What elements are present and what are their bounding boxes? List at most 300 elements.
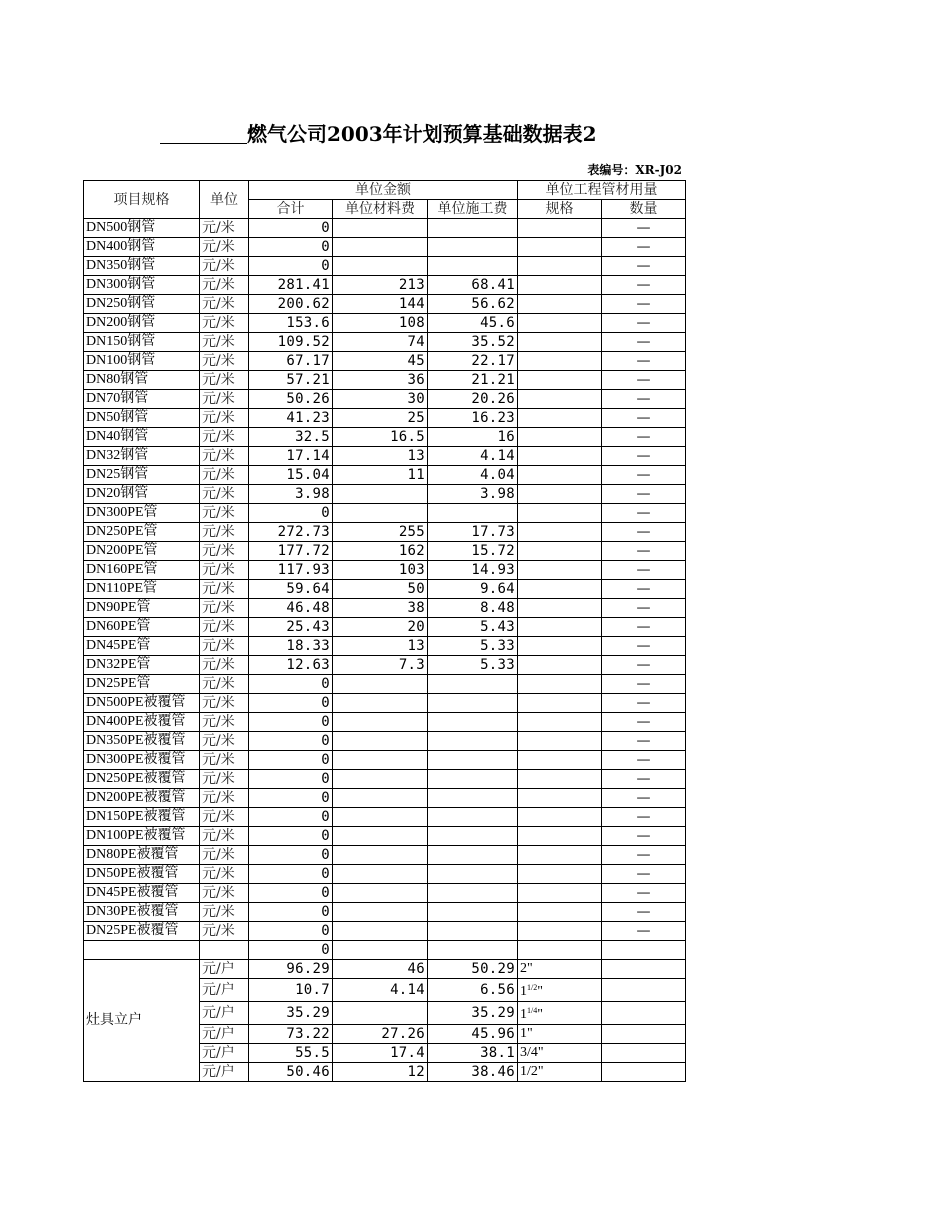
material-cell: 27.26 (333, 1025, 428, 1044)
item-name-cell: DN70钢管 (84, 390, 200, 409)
spec-main: 2" (520, 961, 533, 976)
table-row (84, 827, 686, 846)
unit-cell (200, 941, 249, 960)
item-name-cell: DN350钢管 (84, 257, 200, 276)
item-name-cell: DN200PE管 (84, 542, 200, 561)
material-cell: 12 (333, 1063, 428, 1082)
spec-main: 1 (520, 1007, 527, 1022)
total-cell: 0 (249, 751, 333, 770)
unit-cell: 元/户 (200, 960, 249, 979)
construction-cell (428, 504, 518, 523)
qty-cell: — (602, 808, 686, 827)
table-row (84, 637, 686, 656)
table-row (84, 314, 686, 333)
table-row (84, 694, 686, 713)
unit-cell: 元/米 (200, 656, 249, 675)
spec-cell (518, 295, 602, 314)
spec-cell (518, 447, 602, 466)
item-name-cell: DN160PE管 (84, 561, 200, 580)
spec-main: 1" (520, 1026, 533, 1041)
qty-cell: — (602, 846, 686, 865)
qty-cell (602, 941, 686, 960)
qty-cell: — (602, 865, 686, 884)
unit-cell: 元/米 (200, 352, 249, 371)
total-cell: 0 (249, 827, 333, 846)
material-cell: 25 (333, 409, 428, 428)
material-cell: 46 (333, 960, 428, 979)
table-row (84, 865, 686, 884)
table-row (84, 922, 686, 941)
item-name-cell: DN200PE被覆管 (84, 789, 200, 808)
total-cell: 0 (249, 884, 333, 903)
construction-cell: 45.96 (428, 1025, 518, 1044)
budget-table (83, 180, 686, 1082)
qty-cell: — (602, 884, 686, 903)
total-cell: 46.48 (249, 599, 333, 618)
spec-cell (518, 846, 602, 865)
qty-cell: — (602, 580, 686, 599)
total-cell: 109.52 (249, 333, 333, 352)
table-row (84, 257, 686, 276)
material-cell: 255 (333, 523, 428, 542)
table-row (84, 523, 686, 542)
spec-cell (518, 599, 602, 618)
qty-cell: — (602, 504, 686, 523)
material-cell: 162 (333, 542, 428, 561)
spec-cell (518, 352, 602, 371)
unit-cell: 元/米 (200, 523, 249, 542)
unit-cell: 元/米 (200, 808, 249, 827)
item-name-cell: DN30PE被覆管 (84, 903, 200, 922)
spec-cell (518, 770, 602, 789)
unit-cell: 元/米 (200, 409, 249, 428)
unit-cell: 元/米 (200, 542, 249, 561)
construction-cell (428, 922, 518, 941)
construction-cell (428, 903, 518, 922)
qty-cell: — (602, 447, 686, 466)
material-cell (333, 713, 428, 732)
unit-cell: 元/米 (200, 903, 249, 922)
total-cell: 0 (249, 903, 333, 922)
spec-cell (518, 1025, 602, 1044)
spec-cell (518, 960, 602, 979)
table-code: 表编号：XR-J02 (587, 163, 682, 177)
total-cell: 0 (249, 732, 333, 751)
title-text: 燃气公司2003年计划预算基础数据表2 (247, 122, 597, 146)
material-cell: 213 (333, 276, 428, 295)
material-cell (333, 219, 428, 238)
total-cell: 0 (249, 219, 333, 238)
total-cell: 0 (249, 865, 333, 884)
table-row (84, 713, 686, 732)
table-row (84, 941, 686, 960)
spec-cell (518, 1002, 602, 1025)
total-cell: 73.22 (249, 1025, 333, 1044)
qty-cell: — (602, 409, 686, 428)
spec-fraction: 1/4 (527, 1006, 538, 1015)
construction-cell (428, 219, 518, 238)
table-row (84, 485, 686, 504)
spec-cell (518, 371, 602, 390)
construction-cell (428, 257, 518, 276)
material-cell (333, 808, 428, 827)
item-name-cell: DN45PE管 (84, 637, 200, 656)
construction-cell (428, 941, 518, 960)
table-row (84, 580, 686, 599)
qty-cell: — (602, 219, 686, 238)
construction-cell: 4.04 (428, 466, 518, 485)
total-cell: 0 (249, 846, 333, 865)
material-cell: 30 (333, 390, 428, 409)
table-row (84, 846, 686, 865)
qty-cell: — (602, 637, 686, 656)
qty-cell: — (602, 922, 686, 941)
material-cell (333, 941, 428, 960)
material-cell (333, 846, 428, 865)
item-name-cell: DN300PE管 (84, 504, 200, 523)
table-row (84, 219, 686, 238)
material-cell: 17.4 (333, 1044, 428, 1063)
total-cell: 0 (249, 694, 333, 713)
unit-cell: 元/米 (200, 257, 249, 276)
spec-cell (518, 428, 602, 447)
qty-cell: — (602, 314, 686, 333)
item-name-cell: DN300PE被覆管 (84, 751, 200, 770)
unit-cell: 元/米 (200, 447, 249, 466)
spec-cell (518, 561, 602, 580)
spec-cell (518, 694, 602, 713)
table-row (84, 789, 686, 808)
spec-cell (518, 466, 602, 485)
table-row (84, 618, 686, 637)
spec-cell (518, 713, 602, 732)
header-unit: 单位 (200, 181, 249, 219)
item-name-cell: DN200钢管 (84, 314, 200, 333)
item-name-cell: DN90PE管 (84, 599, 200, 618)
qty-cell (602, 1063, 686, 1082)
spec-cell (518, 884, 602, 903)
table-row (84, 542, 686, 561)
item-name-cell: DN150钢管 (84, 333, 200, 352)
item-name-cell: DN250PE管 (84, 523, 200, 542)
material-cell: 103 (333, 561, 428, 580)
total-cell: 35.29 (249, 1002, 333, 1025)
item-name-cell: DN25钢管 (84, 466, 200, 485)
total-cell: 153.6 (249, 314, 333, 333)
header-item: 项目规格 (84, 181, 200, 219)
item-name-cell: DN80钢管 (84, 371, 200, 390)
construction-cell (428, 884, 518, 903)
unit-cell: 元/米 (200, 846, 249, 865)
material-cell (333, 770, 428, 789)
material-cell: 13 (333, 637, 428, 656)
title-blank-line (160, 123, 247, 144)
total-cell: 3.98 (249, 485, 333, 504)
unit-cell: 元/米 (200, 333, 249, 352)
spec-cell (518, 257, 602, 276)
item-name-cell: DN32钢管 (84, 447, 200, 466)
table-row (84, 390, 686, 409)
qty-cell (602, 1044, 686, 1063)
construction-cell: 16.23 (428, 409, 518, 428)
spec-cell (518, 808, 602, 827)
table-row (84, 333, 686, 352)
construction-cell (428, 238, 518, 257)
table-row (84, 732, 686, 751)
unit-cell: 元/户 (200, 1063, 249, 1082)
total-cell: 25.43 (249, 618, 333, 637)
item-name-cell: DN350PE被覆管 (84, 732, 200, 751)
material-cell: 4.14 (333, 979, 428, 1002)
construction-cell: 21.21 (428, 371, 518, 390)
unit-cell: 元/米 (200, 884, 249, 903)
unit-cell: 元/户 (200, 1025, 249, 1044)
unit-cell: 元/米 (200, 599, 249, 618)
total-cell: 0 (249, 808, 333, 827)
qty-cell (602, 1002, 686, 1025)
item-name-cell: DN250钢管 (84, 295, 200, 314)
table-row (84, 808, 686, 827)
qty-cell: — (602, 599, 686, 618)
table-row (84, 770, 686, 789)
qty-cell: — (602, 751, 686, 770)
total-cell: 55.5 (249, 1044, 333, 1063)
table-row (84, 466, 686, 485)
construction-cell (428, 846, 518, 865)
construction-cell: 6.56 (428, 979, 518, 1002)
qty-cell (602, 960, 686, 979)
total-cell: 41.23 (249, 409, 333, 428)
spec-cell (518, 276, 602, 295)
qty-cell: — (602, 485, 686, 504)
total-cell: 50.26 (249, 390, 333, 409)
unit-cell: 元/米 (200, 504, 249, 523)
qty-cell (602, 979, 686, 1002)
qty-cell: — (602, 257, 686, 276)
construction-cell: 3.98 (428, 485, 518, 504)
material-cell (333, 751, 428, 770)
material-cell: 36 (333, 371, 428, 390)
spec-cell (518, 789, 602, 808)
spec-inch-mark: " (537, 984, 543, 999)
qty-cell: — (602, 371, 686, 390)
construction-cell: 50.29 (428, 960, 518, 979)
total-cell: 0 (249, 675, 333, 694)
item-name-cell: DN100钢管 (84, 352, 200, 371)
spec-cell (518, 580, 602, 599)
spec-cell (518, 1063, 602, 1082)
stove-group-cell: 灶具立户 (84, 960, 200, 1082)
material-cell: 11 (333, 466, 428, 485)
construction-cell (428, 770, 518, 789)
qty-cell: — (602, 276, 686, 295)
unit-cell: 元/米 (200, 485, 249, 504)
unit-cell: 元/米 (200, 580, 249, 599)
item-name-cell: DN60PE管 (84, 618, 200, 637)
unit-cell: 元/米 (200, 390, 249, 409)
table-row (84, 561, 686, 580)
construction-cell (428, 675, 518, 694)
total-cell: 96.29 (249, 960, 333, 979)
total-cell: 50.46 (249, 1063, 333, 1082)
table-row (84, 884, 686, 903)
header-total: 合计 (249, 200, 333, 219)
construction-cell: 16 (428, 428, 518, 447)
total-cell: 272.73 (249, 523, 333, 542)
total-cell: 32.5 (249, 428, 333, 447)
construction-cell: 38.1 (428, 1044, 518, 1063)
spec-main: 1/2" (520, 1064, 544, 1079)
construction-cell: 4.14 (428, 447, 518, 466)
qty-cell: — (602, 618, 686, 637)
construction-cell (428, 827, 518, 846)
spec-cell (518, 504, 602, 523)
construction-cell (428, 865, 518, 884)
item-name-cell: DN250PE被覆管 (84, 770, 200, 789)
total-cell: 10.7 (249, 979, 333, 1002)
unit-cell: 元/户 (200, 979, 249, 1002)
table-row (84, 352, 686, 371)
item-name-cell: DN400钢管 (84, 238, 200, 257)
table-row (84, 599, 686, 618)
total-cell: 0 (249, 770, 333, 789)
total-cell: 0 (249, 238, 333, 257)
unit-cell: 元/米 (200, 314, 249, 333)
construction-cell: 8.48 (428, 599, 518, 618)
material-cell: 108 (333, 314, 428, 333)
item-name-cell: DN150PE被覆管 (84, 808, 200, 827)
qty-cell: — (602, 238, 686, 257)
material-cell (333, 732, 428, 751)
spec-cell (518, 675, 602, 694)
table-row (84, 903, 686, 922)
spec-cell (518, 903, 602, 922)
spec-cell (518, 314, 602, 333)
total-cell: 15.04 (249, 466, 333, 485)
qty-cell: — (602, 827, 686, 846)
material-cell (333, 675, 428, 694)
item-name-cell: DN40钢管 (84, 428, 200, 447)
spec-cell (518, 979, 602, 1002)
spec-cell (518, 523, 602, 542)
total-cell: 0 (249, 789, 333, 808)
material-cell (333, 865, 428, 884)
item-name-cell: DN50钢管 (84, 409, 200, 428)
table-row (84, 675, 686, 694)
header-pipe-group: 单位工程管材用量 (518, 181, 686, 200)
material-cell: 38 (333, 599, 428, 618)
material-cell (333, 238, 428, 257)
spec-cell (518, 485, 602, 504)
material-cell: 20 (333, 618, 428, 637)
table-row (84, 428, 686, 447)
construction-cell (428, 732, 518, 751)
qty-cell: — (602, 466, 686, 485)
item-name-cell (84, 941, 200, 960)
unit-cell: 元/米 (200, 428, 249, 447)
qty-cell: — (602, 523, 686, 542)
construction-cell: 17.73 (428, 523, 518, 542)
spec-cell (518, 618, 602, 637)
spec-cell (518, 656, 602, 675)
material-cell (333, 694, 428, 713)
qty-cell: — (602, 713, 686, 732)
spec-cell (518, 827, 602, 846)
header-spec: 规格 (518, 200, 602, 219)
construction-cell: 38.46 (428, 1063, 518, 1082)
material-cell (333, 884, 428, 903)
unit-cell: 元/米 (200, 219, 249, 238)
total-cell: 59.64 (249, 580, 333, 599)
material-cell: 13 (333, 447, 428, 466)
table-row (84, 238, 686, 257)
unit-cell: 元/米 (200, 618, 249, 637)
total-cell: 12.63 (249, 656, 333, 675)
spec-cell (518, 865, 602, 884)
total-cell: 0 (249, 504, 333, 523)
unit-cell: 元/米 (200, 675, 249, 694)
material-cell (333, 922, 428, 941)
spec-main: 3/4" (520, 1045, 544, 1060)
table-row (84, 447, 686, 466)
qty-cell: — (602, 542, 686, 561)
qty-cell: — (602, 694, 686, 713)
qty-cell: — (602, 428, 686, 447)
spec-inch-mark: " (537, 1007, 543, 1022)
construction-cell: 5.43 (428, 618, 518, 637)
table-row (84, 276, 686, 295)
table-row (84, 504, 686, 523)
header-amount-group: 单位金额 (249, 181, 518, 200)
spec-cell (518, 1044, 602, 1063)
construction-cell: 14.93 (428, 561, 518, 580)
material-cell: 16.5 (333, 428, 428, 447)
construction-cell: 20.26 (428, 390, 518, 409)
total-cell: 0 (249, 922, 333, 941)
unit-cell: 元/米 (200, 789, 249, 808)
total-cell: 17.14 (249, 447, 333, 466)
header-construction: 单位施工费 (428, 200, 518, 219)
qty-cell: — (602, 903, 686, 922)
item-name-cell: DN45PE被覆管 (84, 884, 200, 903)
qty-cell: — (602, 390, 686, 409)
spec-cell (518, 219, 602, 238)
unit-cell: 元/米 (200, 371, 249, 390)
unit-cell: 元/米 (200, 713, 249, 732)
spec-main: 1 (520, 984, 527, 999)
construction-cell: 56.62 (428, 295, 518, 314)
unit-cell: 元/米 (200, 295, 249, 314)
construction-cell: 5.33 (428, 656, 518, 675)
spec-cell (518, 922, 602, 941)
unit-cell: 元/米 (200, 751, 249, 770)
total-cell: 67.17 (249, 352, 333, 371)
qty-cell: — (602, 675, 686, 694)
item-name-cell: DN400PE被覆管 (84, 713, 200, 732)
item-name-cell: DN25PE管 (84, 675, 200, 694)
spec-cell (518, 637, 602, 656)
qty-cell: — (602, 656, 686, 675)
total-cell: 0 (249, 257, 333, 276)
unit-cell: 元/米 (200, 770, 249, 789)
total-cell: 177.72 (249, 542, 333, 561)
unit-cell: 元/户 (200, 1044, 249, 1063)
unit-cell: 元/米 (200, 865, 249, 884)
material-cell (333, 827, 428, 846)
material-cell: 45 (333, 352, 428, 371)
total-cell: 0 (249, 941, 333, 960)
unit-cell: 元/米 (200, 466, 249, 485)
